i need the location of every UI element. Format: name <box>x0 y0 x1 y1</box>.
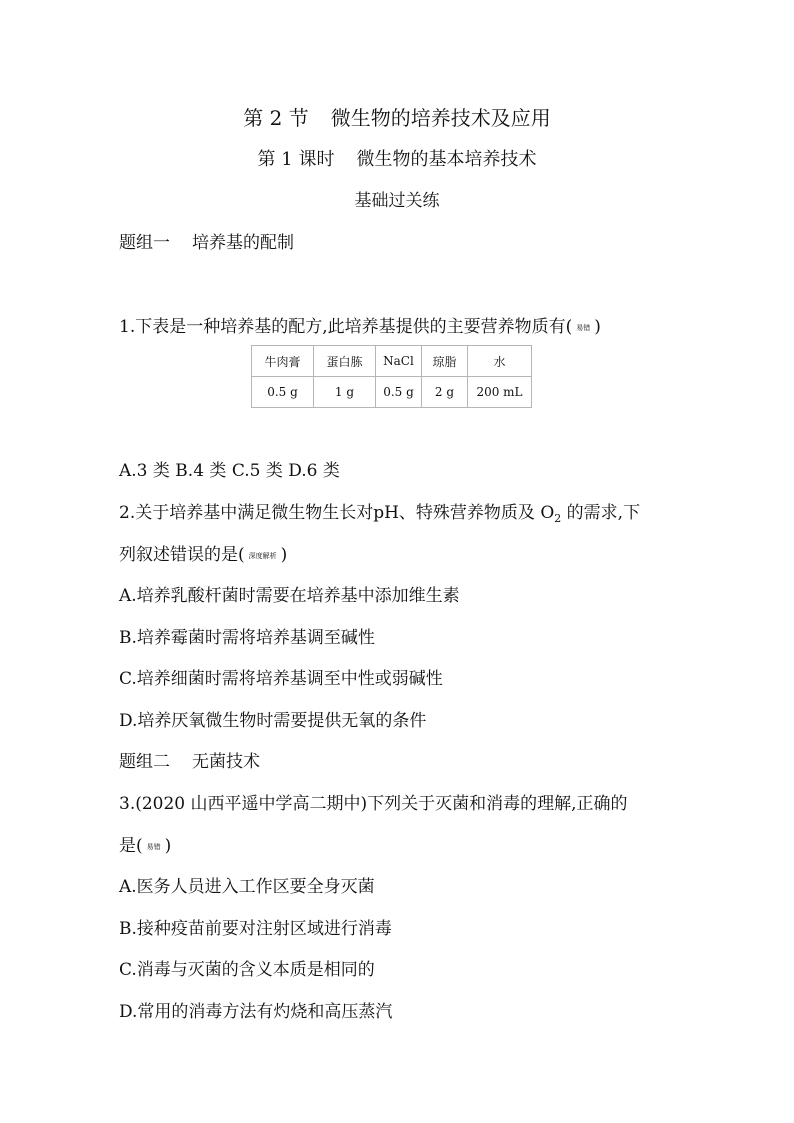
nutrient-table <box>251 345 532 408</box>
table-header-cell: 牛肉膏 <box>252 346 314 377</box>
difficulty-tag: 易错 <box>146 843 161 851</box>
section-title-number: 第 2 节 <box>243 106 309 130</box>
difficulty-tag: 深度解析 <box>248 552 277 560</box>
group-title: 培养基的配制 <box>192 233 294 253</box>
question-2-stem-line1 <box>119 502 640 530</box>
section-title <box>0 106 794 130</box>
lesson-title-number: 第 1 课时 <box>257 149 335 170</box>
question-2-stem-line2 <box>119 544 287 567</box>
question-2-option-a: A.培养乳酸杆菌时需要在培养基中添加维生素 <box>119 586 460 606</box>
question-text-cont: 的需求,下 <box>561 503 641 523</box>
table-row <box>252 377 532 408</box>
table-cell: 2 g <box>422 377 468 408</box>
table-cell: 200 mL <box>468 377 532 408</box>
question-3-option-b: B.接种疫苗前要对注射区域进行消毒 <box>119 919 392 939</box>
subscript: 2 <box>554 512 562 525</box>
table-cell: 0.5 g <box>252 377 314 408</box>
table-header-row <box>252 346 532 377</box>
question-2-option-b: B.培养霉菌时需将培养基调至碱性 <box>119 628 375 648</box>
table-header-cell: 蛋白胨 <box>314 346 376 377</box>
table-header-cell: 琼脂 <box>422 346 468 377</box>
table-cell: 1 g <box>314 377 376 408</box>
table-header-cell: NaCl <box>376 346 422 377</box>
question-3-stem-line2 <box>119 835 171 858</box>
question-3-option-a: A.医务人员进入工作区要全身灭菌 <box>119 877 375 897</box>
group-heading-1 <box>119 232 294 254</box>
group-heading-2 <box>119 751 260 773</box>
group-label: 题组一 <box>119 233 170 253</box>
question-3-option-d: D.常用的消毒方法有灼烧和高压蒸汽 <box>119 1002 393 1022</box>
question-3-stem-line1: 3.(2020 山西平遥中学高二期中)下列关于灭菌和消毒的理解,正确的 <box>119 794 628 814</box>
question-close: ) <box>280 545 288 565</box>
question-1-stem <box>119 316 601 339</box>
table-cell: 0.5 g <box>376 377 422 408</box>
question-text: 列叙述错误的是( <box>119 545 245 565</box>
group-title: 无菌技术 <box>192 752 260 772</box>
question-text: 1.下表是一种培养基的配方,此培养基提供的主要营养物质有( <box>119 317 573 337</box>
question-text: 2.关于培养基中满足微生物生长对pH、特殊营养物质及 O <box>119 503 555 523</box>
question-1-options: A.3 类 B.4 类 C.5 类 D.6 类 <box>119 461 340 481</box>
question-3-option-c: C.消毒与灭菌的含义本质是相同的 <box>119 960 375 980</box>
difficulty-tag: 易错 <box>576 324 591 332</box>
lesson-title-text: 微生物的基本培养技术 <box>356 149 537 170</box>
group-label: 题组二 <box>119 752 170 772</box>
question-close: ) <box>164 836 172 856</box>
practice-title: 基础过关练 <box>354 191 440 211</box>
question-close: ) <box>594 317 601 337</box>
lesson-title <box>0 149 794 171</box>
table-header-cell: 水 <box>468 346 532 377</box>
question-2-option-c: C.培养细菌时需将培养基调至中性或弱碱性 <box>119 669 443 689</box>
question-2-option-d: D.培养厌氧微生物时需要提供无氧的条件 <box>119 711 427 731</box>
section-title-text: 微生物的培养技术及应用 <box>330 106 551 130</box>
question-text: 是( <box>119 836 143 856</box>
